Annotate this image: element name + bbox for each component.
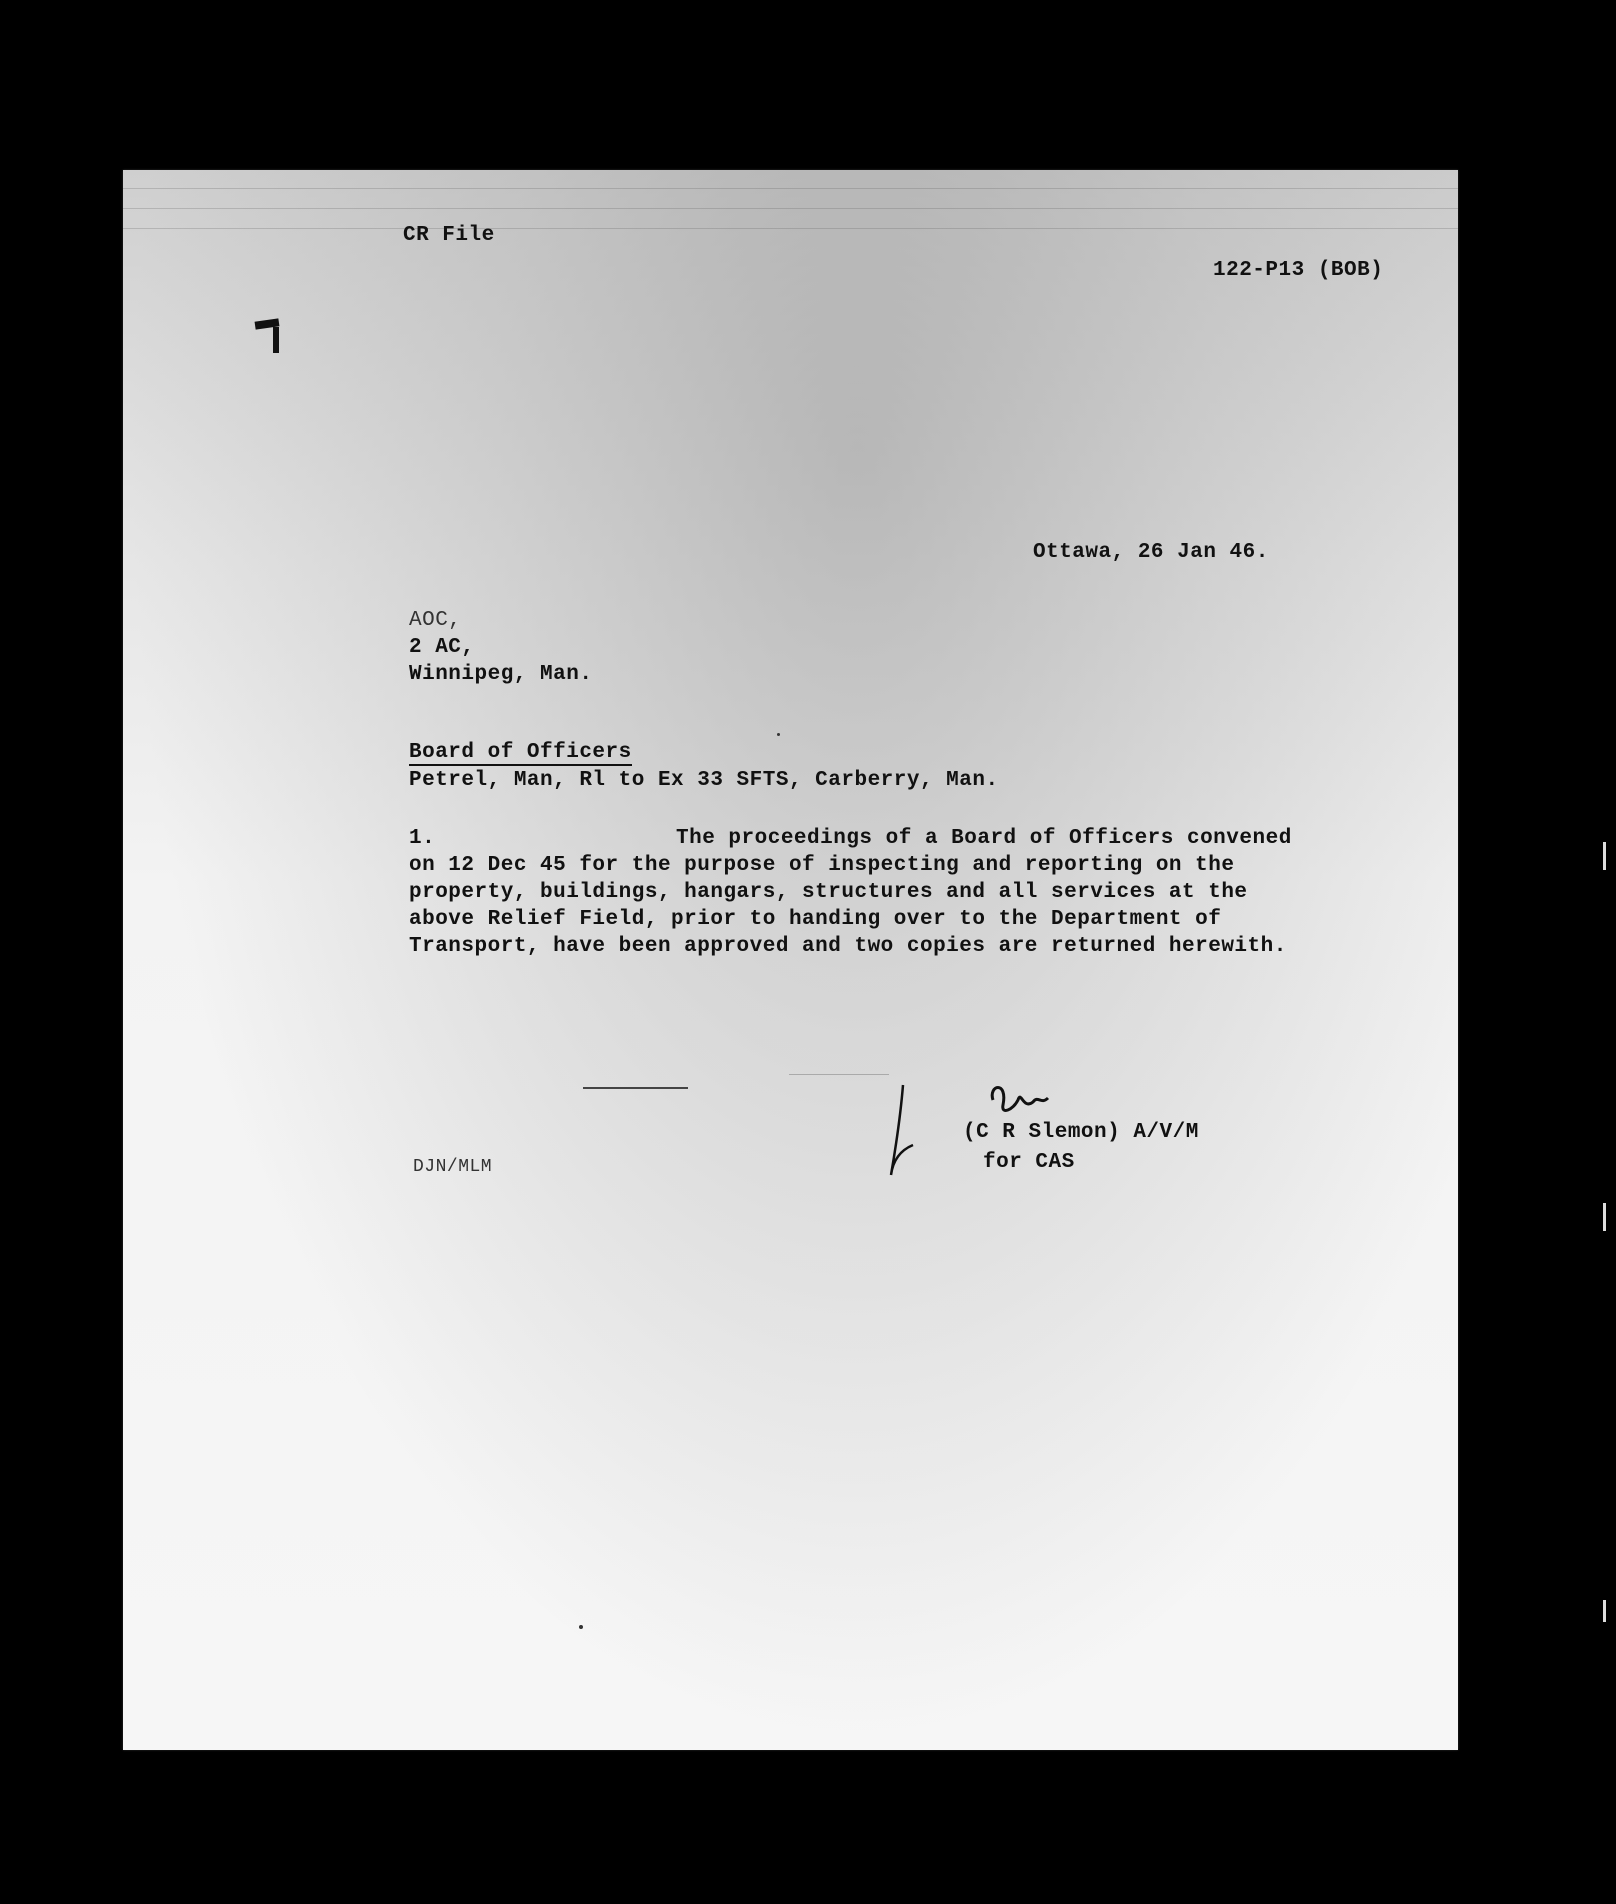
scan-artifact-line (123, 228, 1458, 229)
body-line: above Relief Field, prior to handing over to the Department of (409, 908, 1222, 931)
body-line: on 12 Dec 45 for the purpose of inspecting and reporting on the (409, 854, 1235, 877)
file-reference: CR File (403, 224, 495, 247)
file-number: 122-P13 (BOB) (1213, 259, 1384, 282)
signature-for: for CAS (983, 1151, 1075, 1174)
rule-line (583, 1087, 688, 1089)
subject-detail: Petrel, Man, Rl to Ex 33 SFTS, Carberry, Man. (409, 769, 999, 792)
addressee-line: Winnipeg, Man. (409, 663, 593, 686)
addressee-line: 2 AC, (409, 636, 475, 659)
body-line: property, buildings, hangars, structures and all services at the (409, 881, 1248, 904)
typist-initials: DJN/MLM (413, 1157, 493, 1177)
paragraph-number: 1. (409, 827, 436, 850)
scan-artifact-line (123, 188, 1458, 189)
edge-artifact (1603, 1600, 1606, 1622)
punch-mark (273, 327, 279, 353)
dateline: Ottawa, 26 Jan 46. (1033, 541, 1269, 564)
rule-line (789, 1074, 889, 1075)
body-line: The proceedings of a Board of Officers convened (676, 827, 1292, 850)
body-line: Transport, have been approved and two copies are returned herewith. (409, 935, 1287, 958)
subject-title: Board of Officers (409, 741, 632, 764)
speck (777, 733, 780, 736)
speck (579, 1625, 583, 1629)
edge-artifact (1603, 1203, 1606, 1231)
edge-artifact (1603, 842, 1606, 870)
document-page (123, 170, 1458, 1750)
signature-name: (C R Slemon) A/V/M (963, 1121, 1199, 1144)
addressee-line: AOC, (409, 609, 462, 632)
scan-artifact-line (123, 208, 1458, 209)
